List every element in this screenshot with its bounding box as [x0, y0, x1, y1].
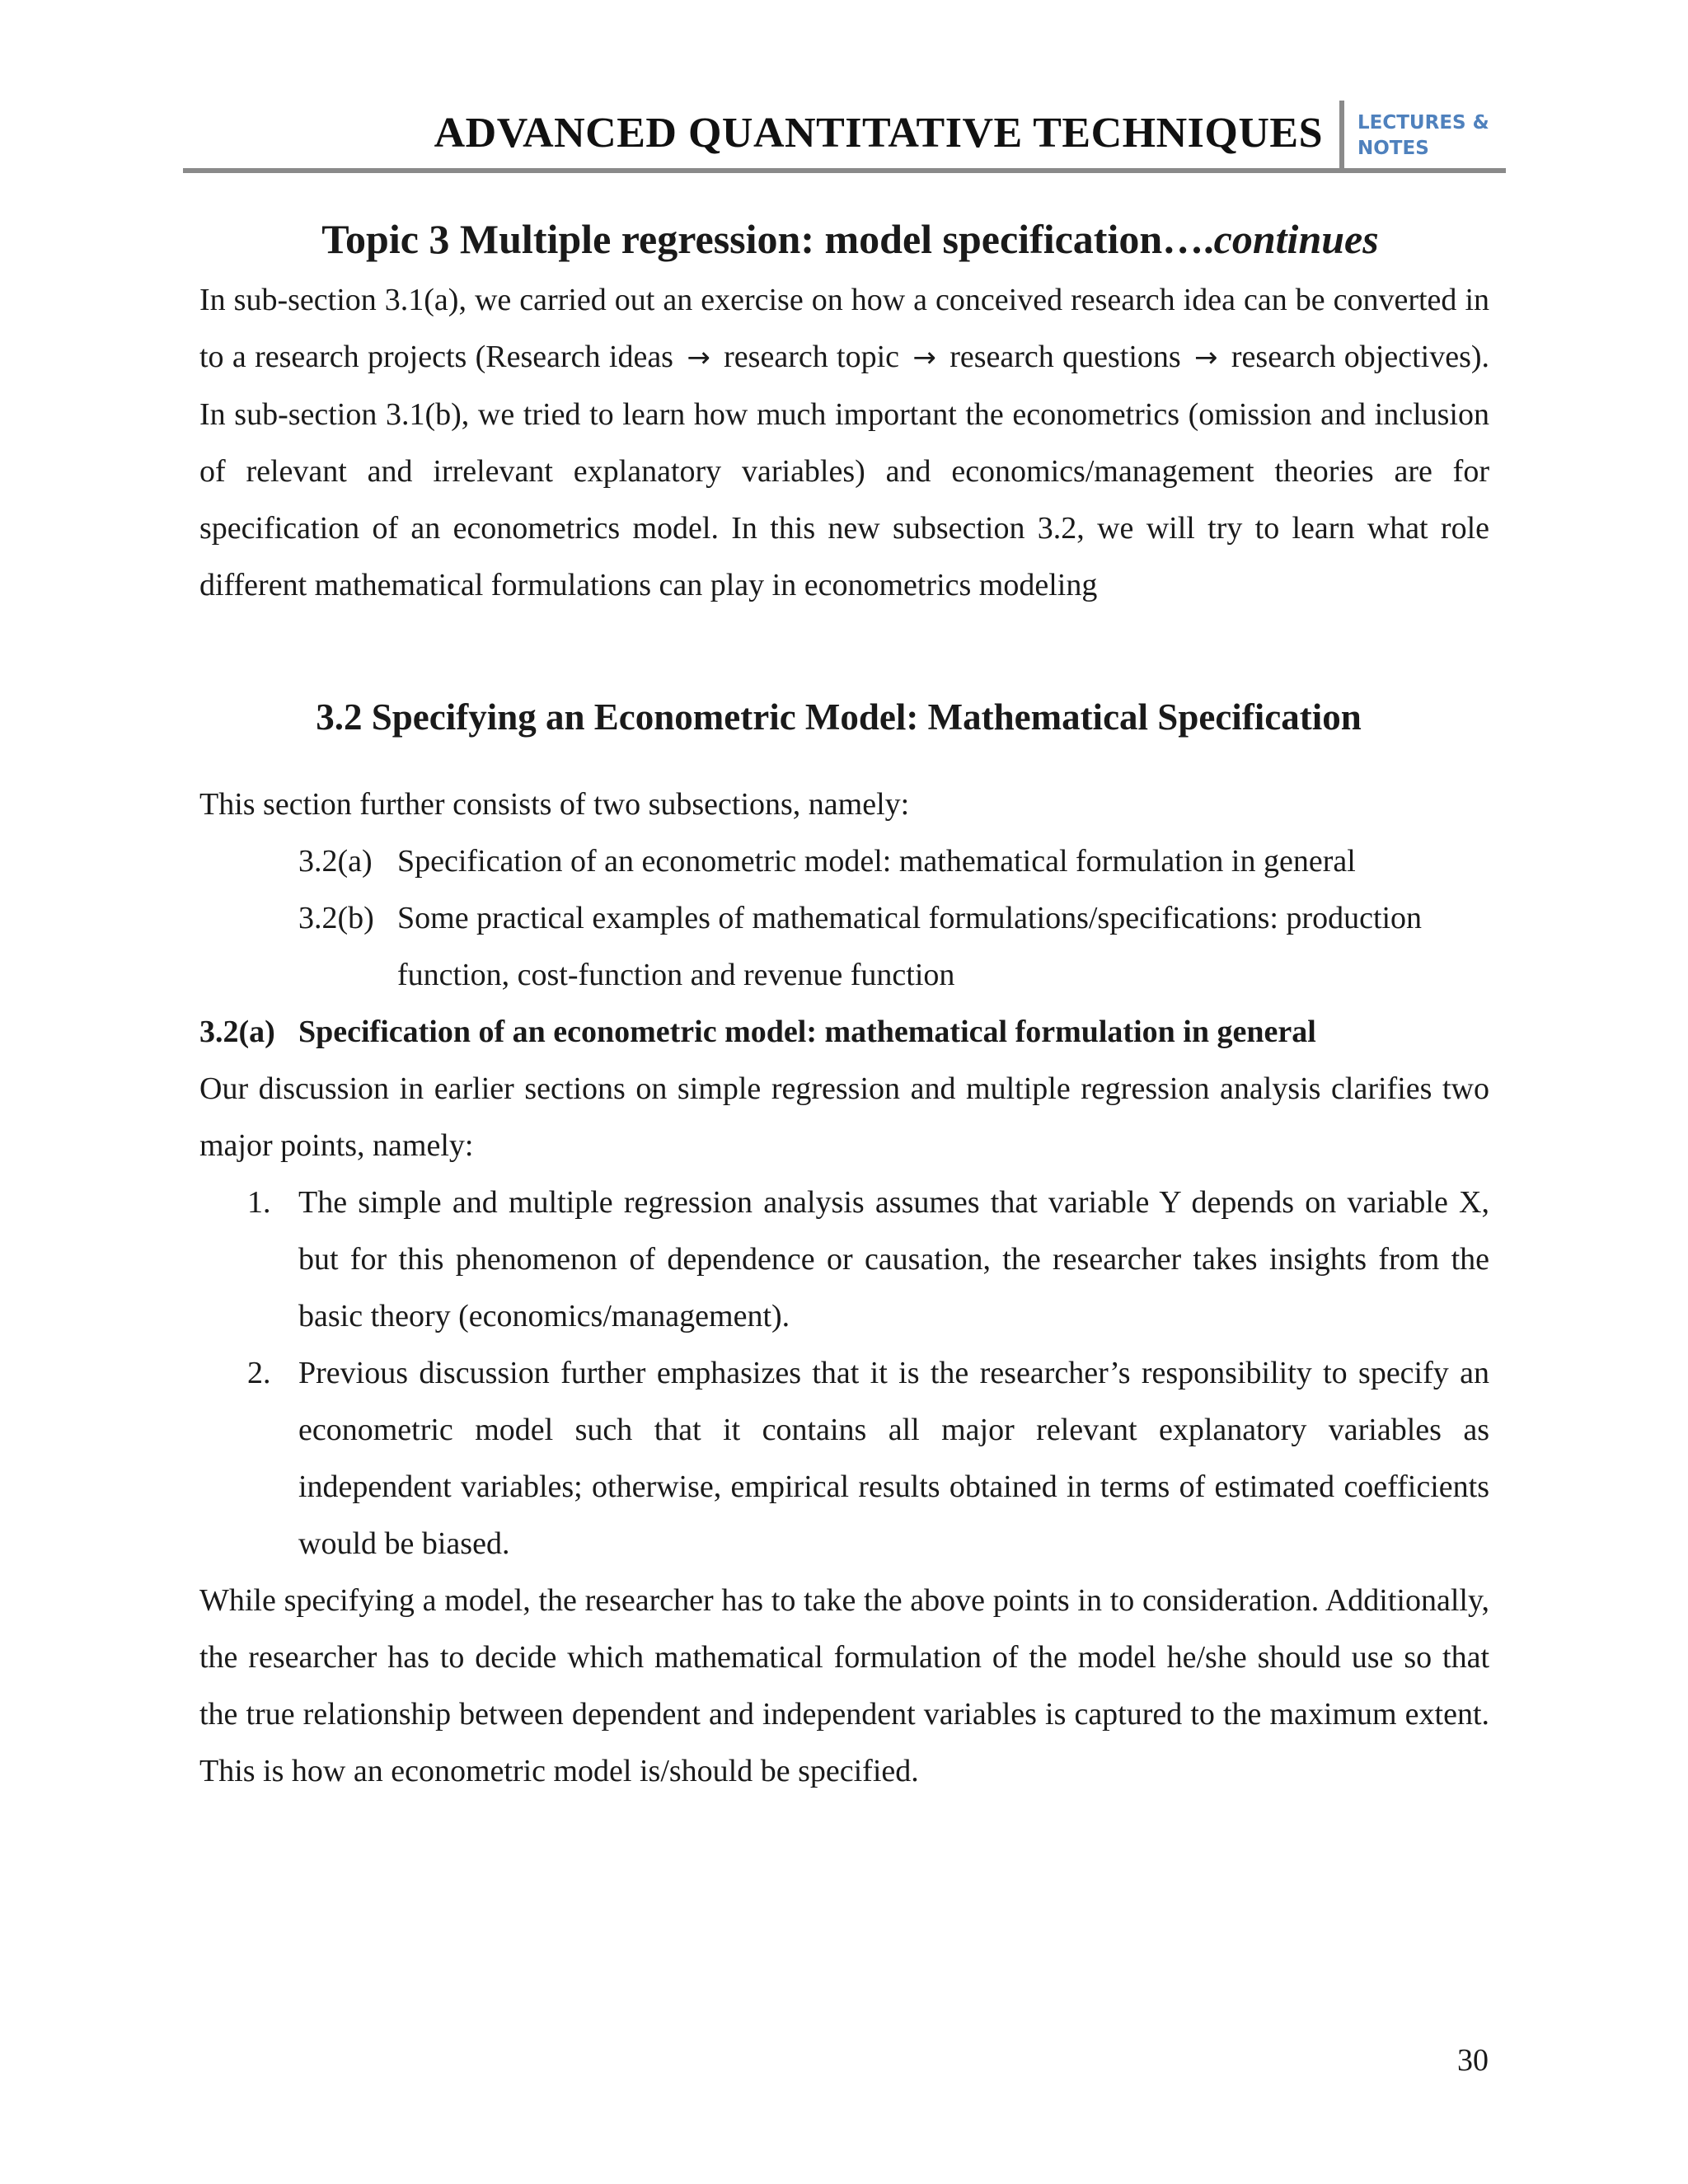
- arrow-right-icon: →: [912, 341, 936, 374]
- subsection-lead: Our discussion in earlier sections on simple regression and multiple regression analysis clarifies two major points, namely:: [199, 1071, 1489, 1164]
- header-tag-line-1: LECTURES &: [1357, 112, 1489, 134]
- points-list: [199, 1174, 1489, 1572]
- list-item: [199, 890, 1489, 1004]
- point-number: 1.: [247, 1185, 271, 1221]
- intro-part-2: research topic: [724, 340, 900, 374]
- section-lead: This section further consists of two subsections, namely:: [199, 787, 910, 823]
- page-number: 30: [1457, 2043, 1489, 2078]
- section-heading: 3.2 Specifying an Econometric Model: Mathematical Specification: [316, 696, 1362, 738]
- topic-title-main: Topic 3 Multiple regression: model specification….: [321, 216, 1214, 262]
- list-item: [199, 1174, 1489, 1345]
- subsection-text: Specification of an econometric model: mathematical formulation in general: [397, 844, 1356, 879]
- point-number: 2.: [247, 1356, 271, 1391]
- subsection-list: [199, 833, 1489, 1004]
- running-header: [183, 97, 1506, 175]
- arrow-right-icon: →: [1194, 341, 1218, 374]
- subsection-heading: [199, 1004, 1489, 1061]
- topic-title: [199, 206, 1489, 272]
- list-item: [199, 833, 1489, 890]
- intro-paragraph: [199, 272, 1489, 614]
- topic-title-italic: continues: [1213, 216, 1379, 262]
- intro-part-1: In sub-section 3.1(a), we carried out an exercise on how a conceived research idea can be converted in to a research projects (Research ideas: [199, 283, 1489, 374]
- list-item: [199, 1345, 1489, 1572]
- subsection-number: 3.2(a): [298, 844, 373, 879]
- header-title: ADVANCED QUANTITATIVE TECHNIQUES: [434, 110, 1323, 157]
- header-rule: [183, 168, 1506, 173]
- subsection-heading-text: Specification of an econometric model: mathematical formulation in general: [298, 1015, 1316, 1050]
- intro-part-4: research objectives). In sub-section 3.1(b), we tried to learn how much important the econometrics (omission and inclusion of relevant and irrelevant explanatory variables) and economics/management theories are for specification of an econometrics model. In this new subsection 3.2, we will try to learn what role different mathematical formulations can play in econometrics modeling: [199, 340, 1490, 602]
- closing-paragraph: While specifying a model, the researcher has to take the above points in to consideration. Additionally, the researcher has to decide which mathematical formulation of the model he/she should use so that the true relationship between dependent and independent variables is captured to the maximum extent. This is how an econometric model is/should be specified.: [199, 1583, 1489, 1789]
- arrow-right-icon: →: [687, 341, 710, 374]
- header-tag-line-2: NOTES: [1357, 138, 1429, 159]
- subsection-heading-number: 3.2(a): [199, 1015, 275, 1050]
- subsection-number: 3.2(b): [298, 901, 374, 936]
- header-tag: [1357, 110, 1498, 162]
- intro-part-3: research questions: [950, 340, 1181, 374]
- page-body: [199, 206, 1489, 1800]
- point-text: Previous discussion further emphasizes that it is the researcher’s responsibility to specify an econometric model such that it contains all major relevant explanatory variables as independent variables; otherwise, empirical results obtained in terms of estimated coefficients would be biased.: [298, 1356, 1489, 1562]
- point-text: The simple and multiple regression analysis assumes that variable Y depends on variable X, but for this phenomenon of dependence or causation, the researcher takes insights from the basic theory (economics/management).: [298, 1185, 1489, 1334]
- subsection-text: Some practical examples of mathematical formulations/specifications: production function, cost-function and revenue function: [397, 901, 1423, 993]
- header-divider: [1339, 101, 1344, 170]
